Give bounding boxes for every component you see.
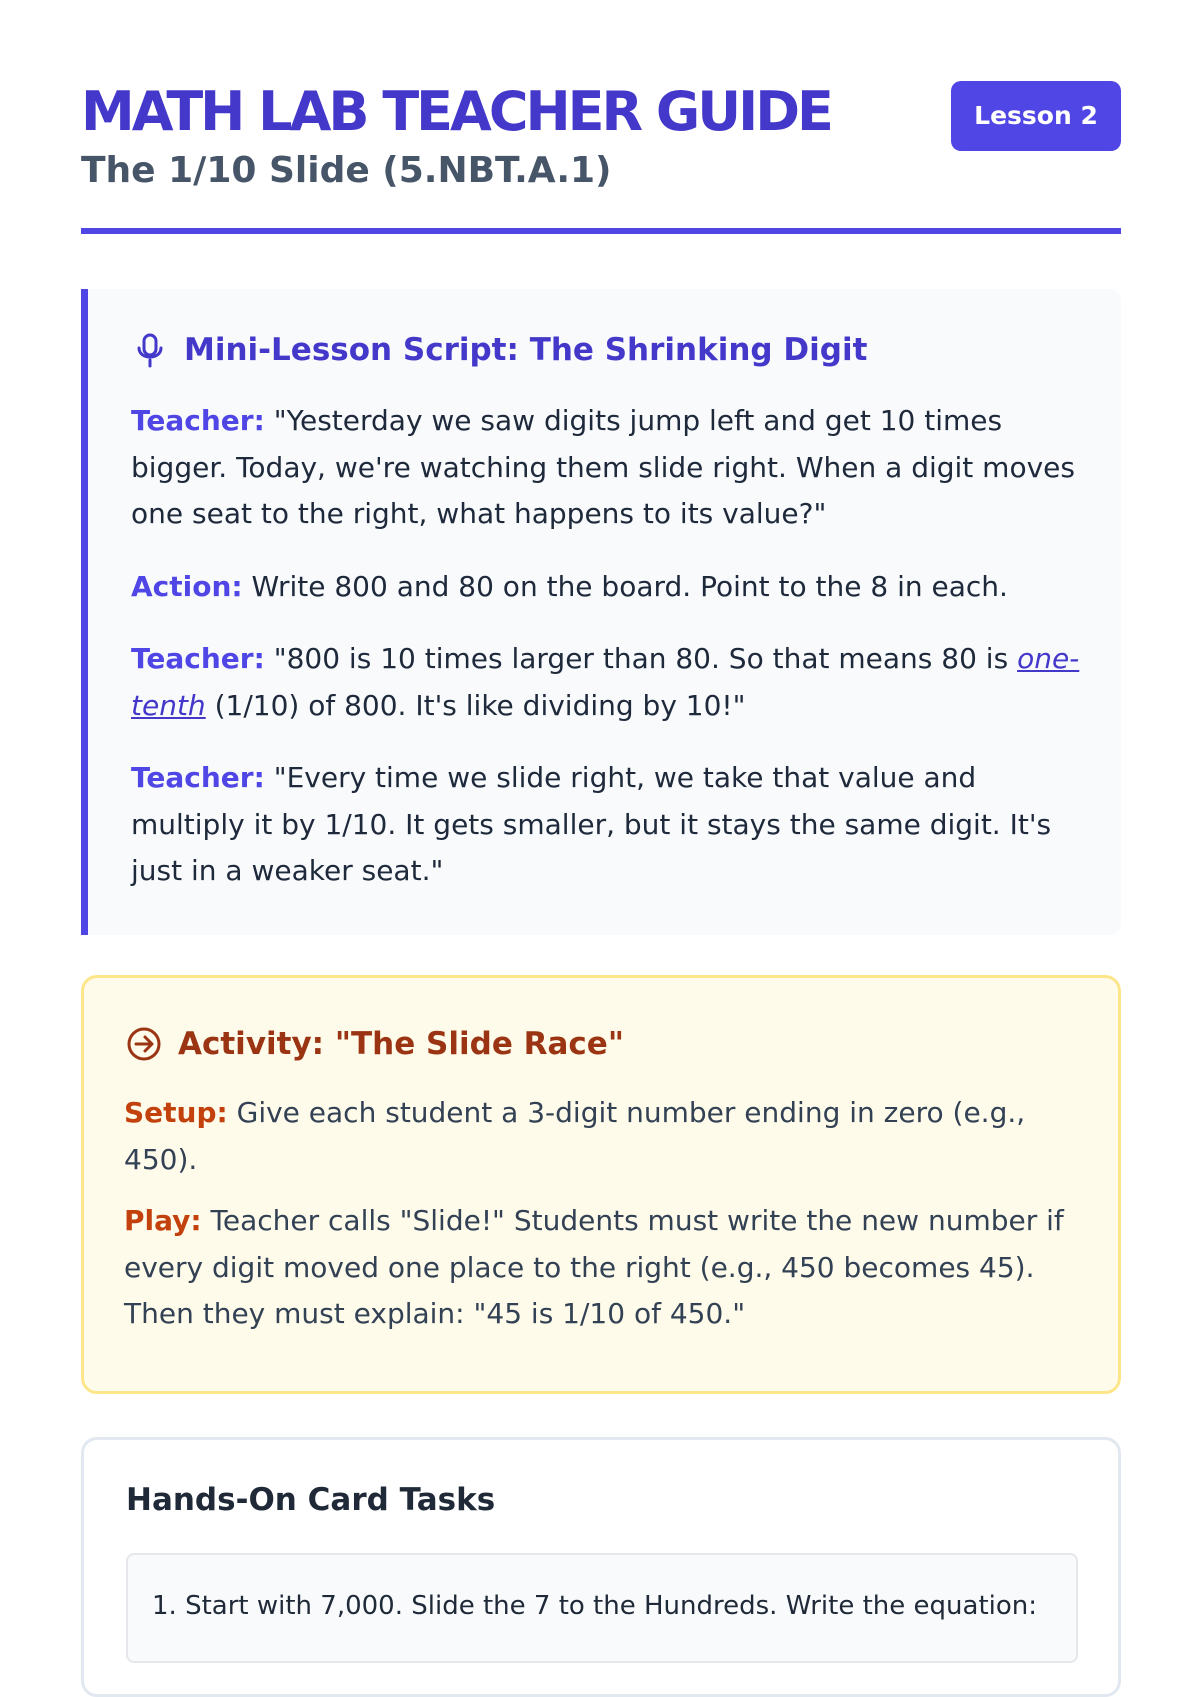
script-line-2 [131, 564, 1083, 611]
activity-play [124, 1198, 1082, 1338]
setup-text: Give each student a 3-digit number ending in zero (e.g., 450). [124, 1096, 1026, 1176]
setup-label: Setup: [124, 1096, 228, 1129]
script-line-3 [131, 636, 1083, 729]
tasks-title: Hands-On Card Tasks [126, 1482, 496, 1518]
play-text: Teacher calls "Slide!" Students must write the new number if every digit moved one place to the right (e.g., 450 becomes 45). Then they must explain: "45 is 1/10 of 450." [124, 1204, 1064, 1330]
script-line-text: "Yesterday we saw digits jump left and get 10 times bigger. Today, we're watching them slide right. When a digit moves one seat to the right, what happens to its value?" [131, 404, 1075, 530]
play-label: Play: [124, 1204, 202, 1237]
task-item: 1. Start with 7,000. Slide the 7 to the Hundreds. Write the equation: [126, 1553, 1078, 1663]
activity-instructions [124, 1090, 1082, 1353]
mini-lesson-script [131, 398, 1083, 921]
mini-lesson-title-row [132, 329, 867, 371]
lesson-badge: Lesson 2 [951, 81, 1121, 151]
guide-header [81, 78, 1121, 234]
hands-on-card-tasks [81, 1437, 1121, 1697]
microphone-icon [132, 332, 168, 368]
arrow-right-circle-icon [126, 1026, 162, 1062]
script-line-1 [131, 398, 1083, 538]
slide-race-activity-card [81, 975, 1121, 1394]
activity-title-row [126, 1023, 624, 1065]
lesson-subtitle: The 1/10 Slide (5.NBT.A.1) [81, 150, 612, 191]
mini-lesson-script-card [81, 289, 1121, 935]
activity-title: Activity: "The Slide Race" [178, 1026, 624, 1062]
script-line-text: "800 is 10 times larger than 80. So that means 80 is [273, 642, 1009, 675]
vocabulary-term-one-tenth: one-tenth [131, 642, 1080, 722]
script-role-label: Teacher: [131, 642, 265, 675]
script-role-label: Teacher: [131, 761, 265, 794]
mini-lesson-title: Mini-Lesson Script: The Shrinking Digit [184, 332, 868, 368]
script-line-text: Write 800 and 80 on the board. Point to the 8 in each. [251, 569, 1008, 603]
script-role-label: Action: [131, 569, 243, 603]
script-line-4 [131, 755, 1083, 895]
script-line-text: "Every time we slide right, we take that value and multiply it by 1/10. It gets smaller, but it stays the same digit. It's just in a weaker seat." [131, 761, 1052, 887]
page-title: MATH LAB TEACHER GUIDE [81, 80, 831, 143]
activity-setup [124, 1090, 1082, 1183]
script-role-label: Teacher: [131, 404, 265, 437]
script-line-text: (1/10) of 800. It's like dividing by 10!" [214, 688, 746, 722]
